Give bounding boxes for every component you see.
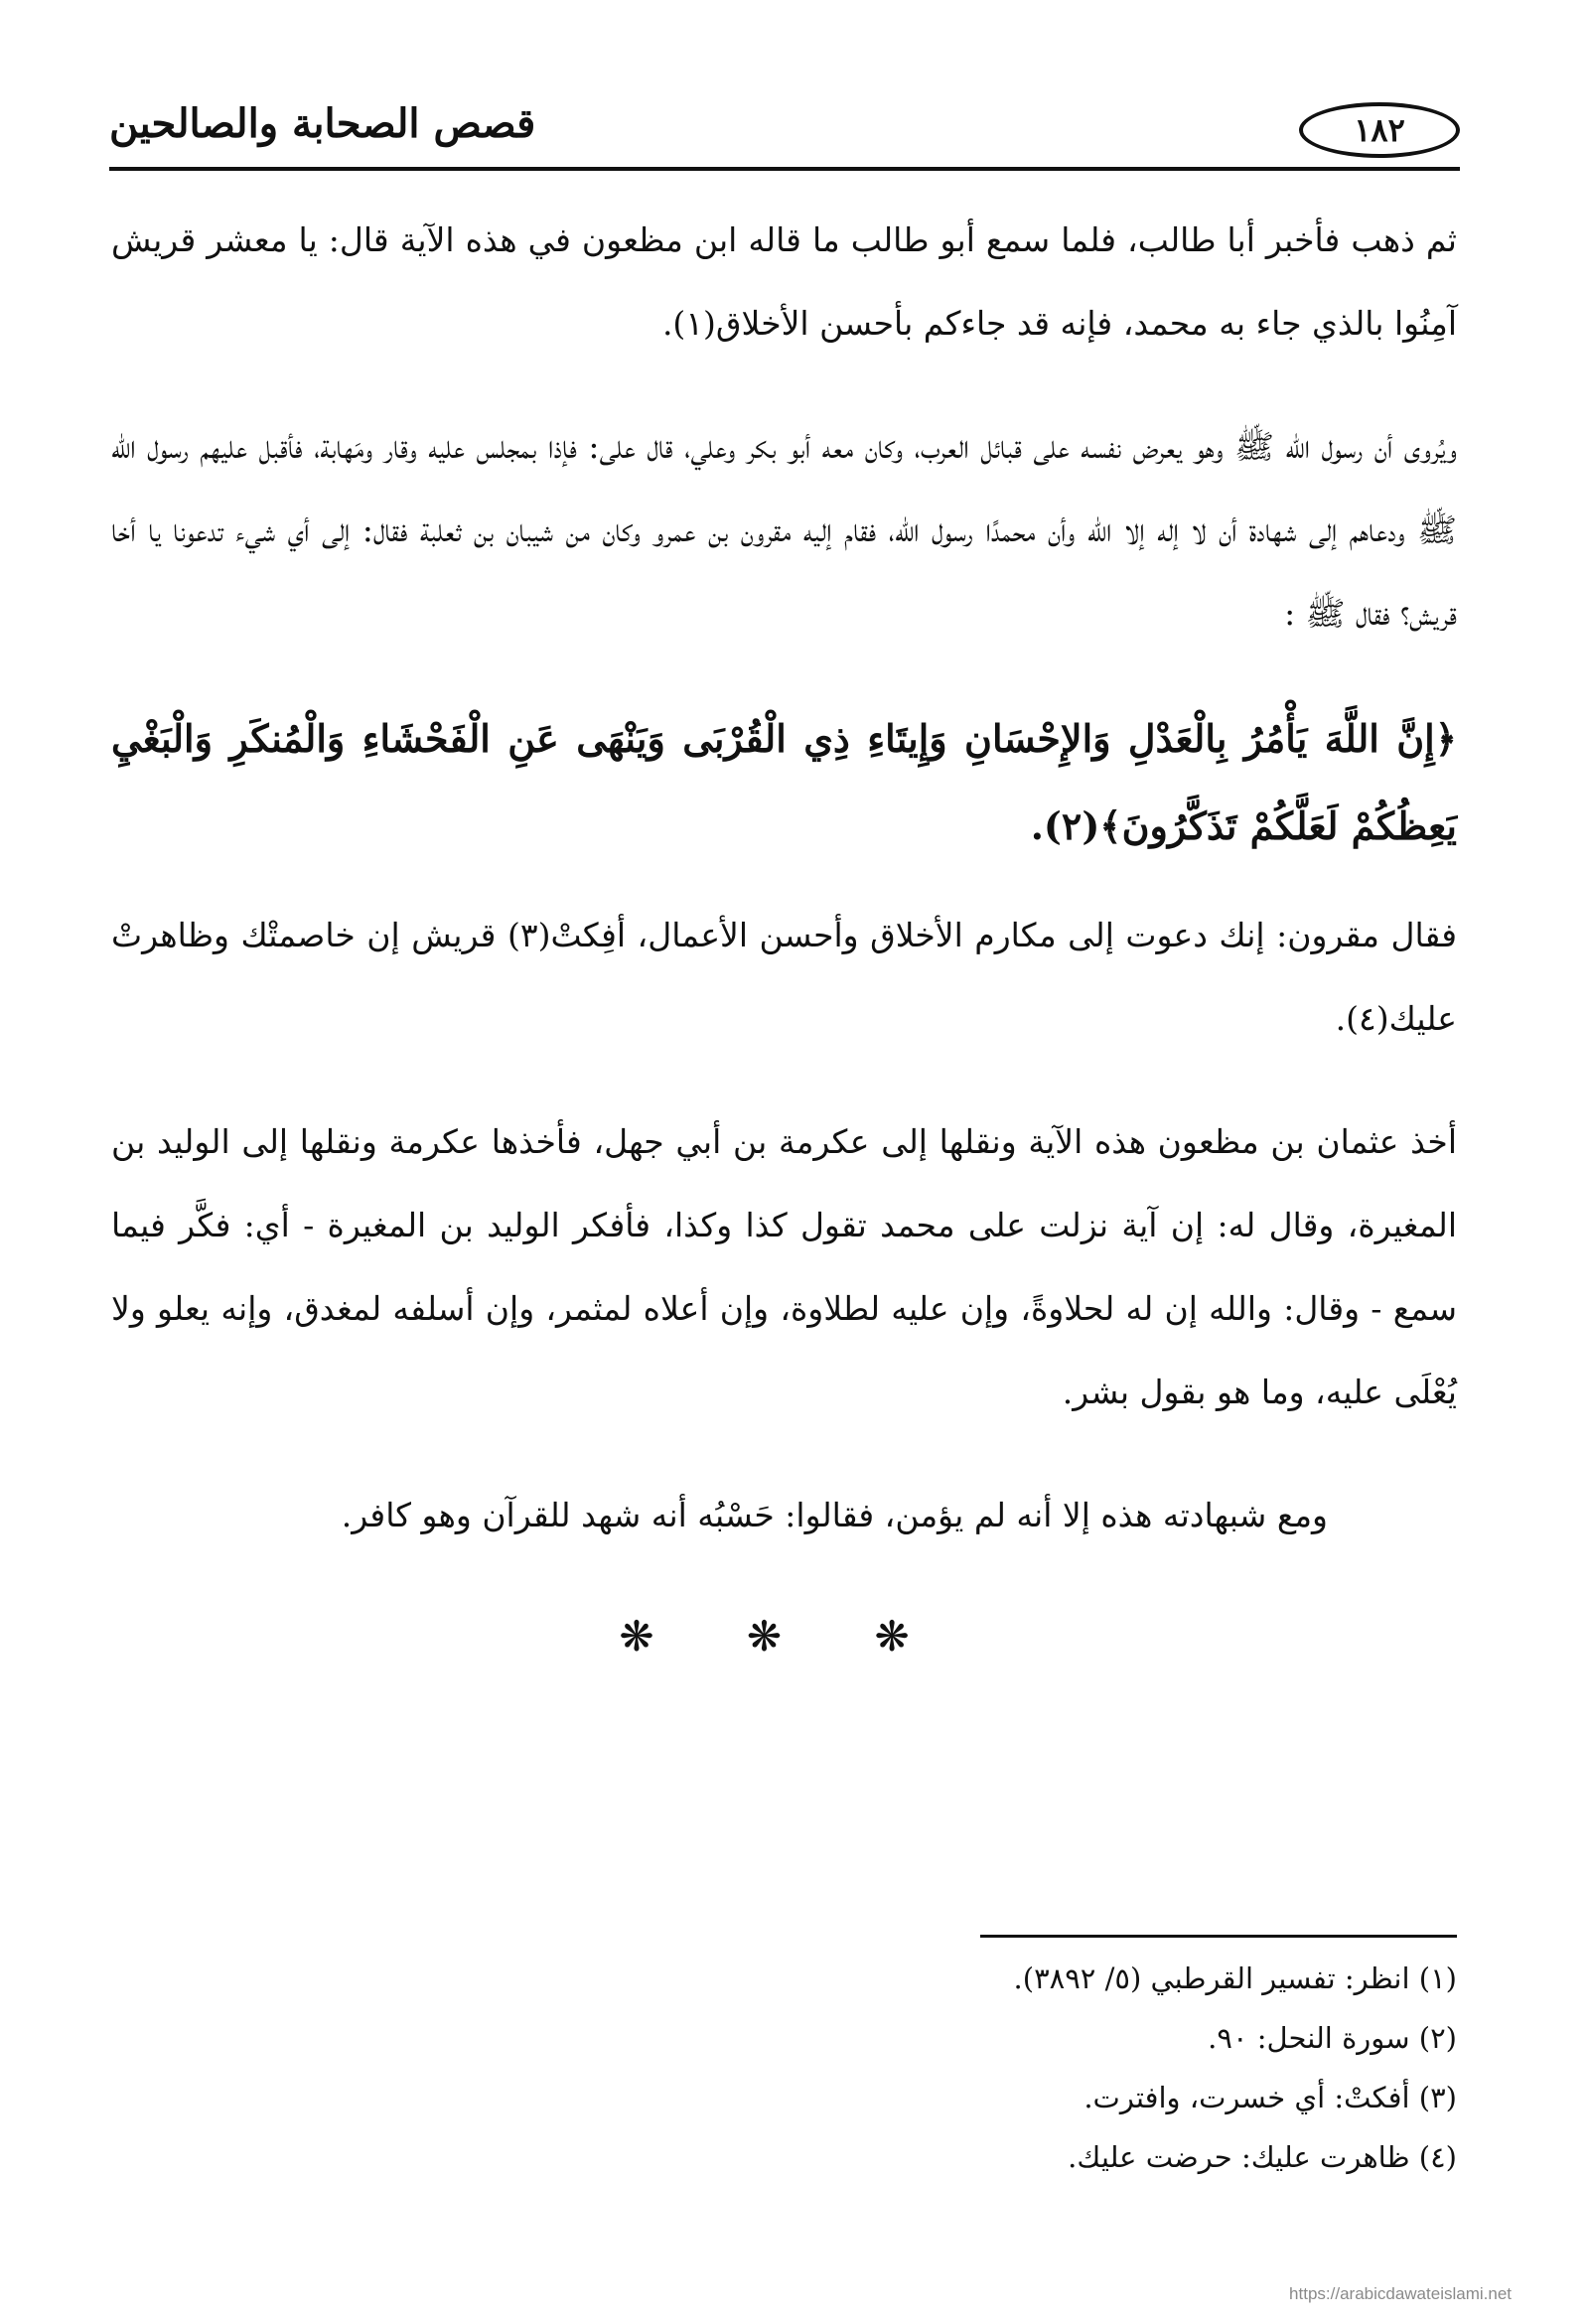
page-number xyxy=(1299,102,1460,158)
book-title: قصص الصحابة والصالحين xyxy=(109,100,536,147)
paragraph-1: ثم ذهب فأخبر أبا طالب، فلما سمع أبو طالب ما قاله ابن مظعون في هذه الآية قال: يا معشر قريش آمِنُوا بالذي جاء به محمد، فإنه قد جاءكم بأحسن الأخلاق(١). xyxy=(111,220,1457,343)
page-number-text: ١٨٢ xyxy=(1354,111,1405,149)
footnotes xyxy=(464,1949,1457,2187)
quran-verse: ﴿إِنَّ اللَّهَ يَأْمُرُ بِالْعَدْلِ وَالإِحْسَانِ وَإِيتَاءِ ذِي الْقُرْبَى وَيَنْهَى عَنِ الْفَحْشَاءِ وَالْمُنكَرِ وَالْبَغْيِ يَعِظُكُمْ لَعَلَّكُمْ تَذَكَّرُونَ﴾(٢). xyxy=(111,716,1457,848)
paragraph-5: ومع شبهادته هذه إلا أنه لم يؤمن، فقالوا: حَسْبُه أنه شهد للقرآن وهو كافر. xyxy=(341,1496,1328,1534)
page-body xyxy=(111,199,1457,1667)
paragraph-3: فقال مقرون: إنك دعوت إلى مكارم الأخلاق وأحسن الأعمال، أفِكتْ(٣) قريش إن خاصمتْك وظاهرتْ عليك(٤). xyxy=(111,916,1457,1038)
section-separator: ❋ ❋ ❋ xyxy=(619,1612,949,1661)
source-watermark: https://arabicdawateislami.net xyxy=(1289,2284,1512,2303)
paragraph-2: ويُروى أن رسول الله ﷺ وهو يعرض نفسه على قبائل العرب، وكان معه أبو بكر وعلي، قال على: فإذا بمجلس عليه وقار ومَهابة، فأقبل عليهم رسول الله ﷺ ودعاهم إلى شهادة أن لا إله إلا الله وأن محمدًا رسول الله، فقام إليه مقرون بن عمرو وكان من شيبان بن ثعلبة فقال: إلى أي شيء تدعونا يا أخا قريش؟ فقال ﷺ : xyxy=(111,427,1457,633)
paragraph-4: أخذ عثمان بن مظعون هذه الآية ونقلها إلى عكرمة بن أبي جهل، فأخذها عكرمة ونقلها إلى الوليد بن المغيرة، وقال له: إن آية نزلت على محمد تقول كذا وكذا، فأفكر الوليد بن المغيرة - أي: فكَّر فيما سمع - وقال: والله إن له لحلاوةً، وإن عليه لطلاوة، وإن أعلاه لمثمر، وإن أسلفه لمغدق، وإنه يعلو ولا يُعْلَى عليه، وما هو بقول بشر. xyxy=(111,1122,1457,1411)
header-divider xyxy=(109,167,1460,171)
footnote-3: (٣) أفكتْ: أي خسرت، وافترت. xyxy=(1083,2081,1457,2114)
footnote-4: (٤) ظاهرت عليك: حرضت عليك. xyxy=(1068,2140,1457,2174)
page-header xyxy=(109,94,1460,169)
footnote-1: (١) انظر: تفسير القرطبي (٥/ ٣٨٩٢). xyxy=(1013,1961,1457,1995)
footnote-divider xyxy=(980,1935,1457,1938)
footnote-2: (٢) سورة النحل: ٩٠. xyxy=(1208,2021,1457,2055)
